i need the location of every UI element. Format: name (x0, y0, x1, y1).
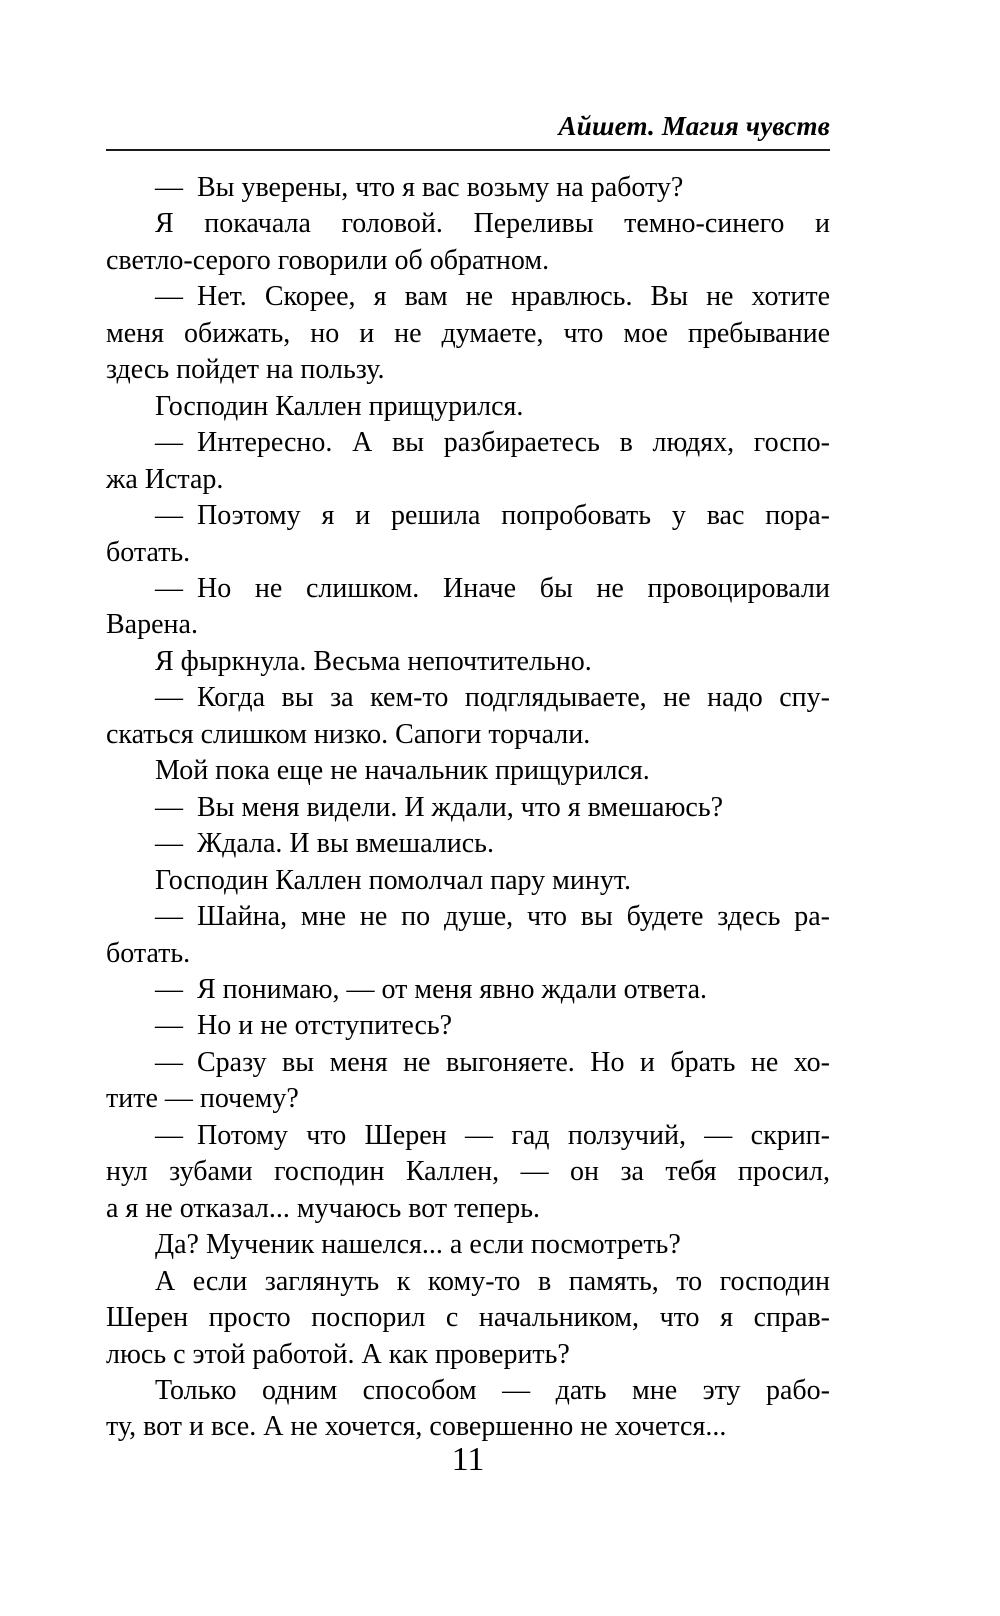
paragraph (106, 972, 830, 1008)
text-line: А если заглянуть к кому-то в память, то господин (155, 1265, 830, 1297)
text-line: Шерен просто поспорил с начальником, что я справ- (106, 1302, 830, 1334)
paragraph (106, 170, 830, 206)
text-line: — Сразу вы меня не выгоняете. Но и брать не хо- (155, 1046, 830, 1078)
paragraph (106, 1227, 830, 1263)
paragraph (106, 644, 830, 680)
text-line: — Я понимаю, — от меня явно ждали ответа. (155, 973, 708, 1005)
header-rule (106, 149, 830, 151)
paragraph (106, 571, 830, 644)
text-line: Господин Каллен помолчал пару минут. (155, 864, 631, 896)
text-line: — Интересно. А вы разбираетесь в людях, госпо- (155, 427, 830, 459)
paragraph (106, 899, 830, 972)
paragraph (106, 1118, 830, 1227)
paragraph (106, 1045, 830, 1118)
running-header: Айшет. Магия чувств (558, 111, 830, 141)
paragraph (106, 498, 830, 571)
text-line: — Нет. Скорее, я вам не нравлюсь. Вы не хотите (155, 281, 830, 313)
paragraph (106, 389, 830, 425)
text-line: Только одним способом — дать мне эту рабо- (155, 1374, 830, 1406)
text-line: здесь пойдет на пользу. (106, 354, 385, 386)
text-line: — Когда вы за кем-то подглядываете, не надо спу- (155, 682, 830, 714)
text-line: меня обижать, но и не думаете, что мое пребывание (106, 317, 830, 349)
paragraph (106, 826, 830, 862)
paragraph (106, 206, 830, 279)
paragraph (106, 279, 830, 388)
text-line: Да? Мученик нашелся... а если посмотреть? (155, 1229, 681, 1261)
text-line: люсь с этой работой. А как проверить? (106, 1338, 570, 1370)
text-block (106, 170, 830, 1446)
text-line: — Ждала. И вы вмешались. (155, 828, 494, 860)
text-line: Я фыркнула. Весьма непочтительно. (155, 645, 592, 677)
text-line: Мой пока еще не начальник прищурился. (155, 755, 650, 787)
text-line: — Вы меня видели. И ждали, что я вмешаюсь? (155, 791, 724, 823)
text-line: Господин Каллен прищурился. (155, 390, 524, 422)
paragraph (106, 753, 830, 789)
paragraph (106, 1264, 830, 1373)
text-line: тите — почему? (106, 1083, 299, 1115)
paragraph (106, 863, 830, 899)
text-line: скаться слишком низко. Сапоги торчали. (106, 718, 591, 750)
text-line: — Шайна, мне не по душе, что вы будете здесь ра- (155, 901, 830, 933)
text-line: а я не отказал... мучаюсь вот теперь. (106, 1192, 540, 1224)
text-line: — Но не слишком. Иначе бы не провоцировали (155, 572, 830, 604)
text-line: — Но и не отступитесь? (155, 1010, 453, 1042)
text-line: — Вы уверены, что я вас возьму на работу? (155, 172, 684, 203)
page-number: 11 (451, 1441, 485, 1478)
text-line: — Потому что Шерен — гад ползучий, — скрип- (155, 1119, 830, 1151)
text-line: жа Истар. (106, 463, 224, 495)
text-line: ботать. (106, 937, 191, 969)
text-line: ту, вот и все. А не хочется, совершенно не хочется... (106, 1411, 727, 1443)
paragraph (106, 425, 830, 498)
text-line: нул зубами господин Каллен, — он за тебя просил, (106, 1156, 830, 1188)
text-line: Варена. (106, 609, 198, 641)
paragraph (106, 1373, 830, 1446)
paragraph (106, 1008, 830, 1044)
paragraph (106, 790, 830, 826)
text-line: ботать. (106, 536, 191, 568)
text-line: — Поэтому я и решила попробовать у вас пора- (155, 500, 830, 532)
paragraph (106, 680, 830, 753)
text-line: Я покачала головой. Переливы темно-синего и (155, 208, 830, 240)
text-line: светло-серого говорили об обратном. (106, 244, 550, 276)
